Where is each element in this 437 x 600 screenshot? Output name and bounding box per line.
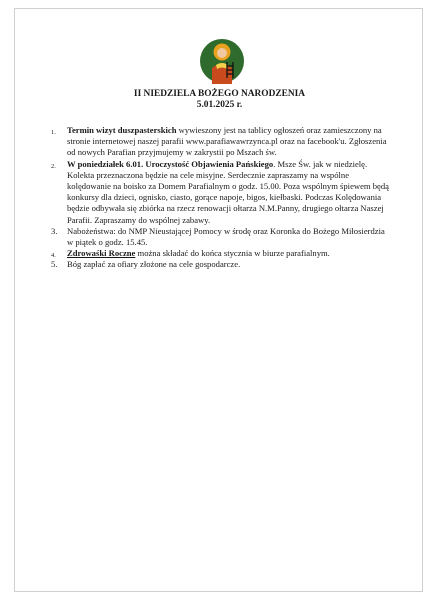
list-item [51, 125, 391, 159]
item-number: 3. [51, 225, 58, 236]
item-lead: Zdrowaśki Roczne [67, 248, 136, 259]
item-text: . Msze Św. jak w niedzielę. Kolekta przeznaczona będzie na cele misyjne. Serdecznie zapraszamy na wspólne kolędowanie na boisko za Domem Parafialnym o godz. 15.00. Poza wspólnym śpiewem będą konkursy dla dzieci, ognisko, ciasto, gorące napoje, bigos, kiełbaski. Podczas Kolędowania będzie odbywała się zbiórka na rzecz renowacji ołtarza N.M.Panny, drugiego ołtarza Naszej Parafii. Zapraszamy do wspólnej zabawy. [67, 158, 389, 225]
saint-icon [199, 38, 245, 84]
item-text: Bóg zapłać za ofiary złożone na cele gospodarcze. [67, 259, 241, 270]
list-item [51, 259, 391, 270]
announcement-list [51, 125, 391, 271]
item-number: 1. [51, 129, 56, 136]
item-number: 5. [51, 259, 58, 270]
item-lead: Termin wizyt duszpasterskich [67, 125, 177, 135]
list-item [51, 226, 391, 248]
list-item [51, 248, 391, 259]
date: 5.01.2025 r. [196, 100, 243, 110]
item-number: 4. [51, 252, 56, 260]
item-number: 2. [51, 162, 56, 170]
item-lead: W poniedziałek 6.01. Uroczystość Objawienia Pańskiego [67, 158, 274, 169]
document-page [14, 8, 423, 592]
item-text: wywieszony jest na tablicy ogłoszeń oraz zamieszczony na stronie internetowej naszej parafii www.parafiawawrzynca.pl oraz na facebook'u. Zgłoszenia od nowych Parafian przyjmujemy w zakrystii po Mszach św. [67, 125, 387, 158]
item-text: można składać do końca stycznia w biurze parafialnym. [135, 248, 330, 259]
list-item [51, 159, 391, 226]
item-text: Nabożeństwa: do NMP Nieustającej Pomocy w środę oraz Koronka do Bożego Miłosierdzia w piątek o godz. 15.45. [67, 225, 385, 248]
title: II NIEDZIELA BOŻEGO NARODZENIA [133, 89, 306, 99]
